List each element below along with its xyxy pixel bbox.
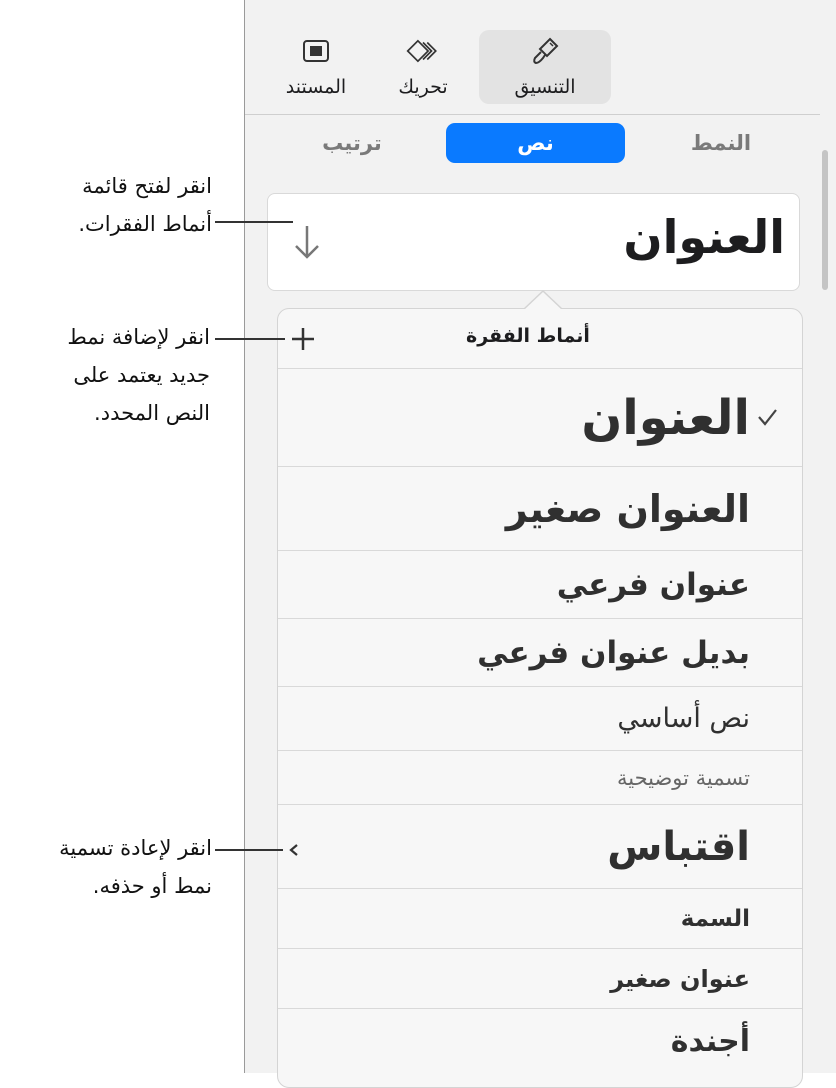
- style-label-subtitle-alt: بديل عنوان فرعي: [477, 634, 750, 671]
- toolbar-document-label: المستند: [285, 76, 347, 98]
- callout-leader-open-menu: [215, 221, 293, 223]
- toolbar-format-label: التنسيق: [514, 76, 576, 98]
- style-label-small-heading: عنوان صغير: [610, 964, 750, 993]
- add-style-button[interactable]: [290, 326, 316, 352]
- style-label-subtitle: عنوان فرعي: [556, 566, 750, 603]
- style-row-subtitle-alt[interactable]: [278, 618, 802, 686]
- style-row-body[interactable]: [278, 686, 802, 750]
- style-label-title-small: العنوان صغير: [505, 486, 750, 531]
- toolbar-animate-label: تحريك: [398, 76, 448, 98]
- style-label-caption: تسمية توضيحية: [616, 765, 750, 790]
- style-row-title[interactable]: [278, 368, 802, 466]
- callout-open-menu-line-1: انقر لفتح قائمة: [82, 174, 212, 198]
- style-row-small-heading[interactable]: [278, 948, 802, 1008]
- style-row-quote[interactable]: [278, 804, 802, 888]
- popover-notch-fill: [524, 292, 562, 310]
- callout-rename-style: [59, 829, 212, 905]
- callout-leader-add-style: [215, 338, 285, 340]
- style-label-theme: السمة: [680, 905, 750, 932]
- callout-rename-style-line-2: نمط أو حذفه.: [92, 874, 212, 898]
- callout-open-menu-line-2: أنماط الفقرات.: [78, 212, 212, 236]
- tab-style[interactable]: النمط: [690, 131, 752, 155]
- callout-rename-style-line-1: انقر لإعادة تسمية: [59, 836, 212, 860]
- callout-add-style-line-3: النص المحدد.: [94, 401, 210, 425]
- callout-add-style-line-1: انقر لإضافة نمط: [67, 325, 210, 349]
- paragraph-style-menu-button[interactable]: [267, 193, 800, 291]
- current-paragraph-style: العنوان: [623, 210, 785, 264]
- chevron-down-icon: [290, 220, 324, 264]
- callout-leader-rename-style: [215, 849, 283, 851]
- document-icon: [299, 34, 333, 68]
- checkmark-icon: [756, 407, 778, 429]
- tab-arrange[interactable]: ترتيب: [322, 131, 382, 155]
- toolbar-animate-button[interactable]: [378, 30, 468, 104]
- style-row-caption[interactable]: [278, 750, 802, 804]
- callout-add-style: [67, 318, 210, 432]
- style-label-agenda: أجندة: [670, 1023, 750, 1059]
- style-row-theme[interactable]: [278, 888, 802, 948]
- chevron-left-icon[interactable]: [287, 842, 301, 858]
- scrollbar[interactable]: [822, 150, 828, 290]
- toolbar-format-button[interactable]: [479, 30, 611, 104]
- toolbar-divider: [245, 114, 820, 115]
- style-row-title-small[interactable]: [278, 466, 802, 550]
- toolbar-document-button[interactable]: [268, 30, 364, 104]
- paintbrush-icon: [528, 34, 562, 68]
- style-label-body: نص أساسي: [617, 703, 750, 734]
- animate-icon: [406, 34, 440, 68]
- popover-title: أنماط الفقرة: [466, 325, 590, 347]
- callout-add-style-line-2: جديد يعتمد على: [73, 363, 210, 387]
- tab-text[interactable]: نص: [446, 123, 625, 163]
- style-label-quote: اقتباس: [607, 823, 750, 870]
- style-label-title: العنوان: [581, 389, 750, 446]
- callout-open-menu: [78, 167, 212, 243]
- style-row-agenda[interactable]: [278, 1008, 802, 1073]
- style-row-subtitle[interactable]: [278, 550, 802, 618]
